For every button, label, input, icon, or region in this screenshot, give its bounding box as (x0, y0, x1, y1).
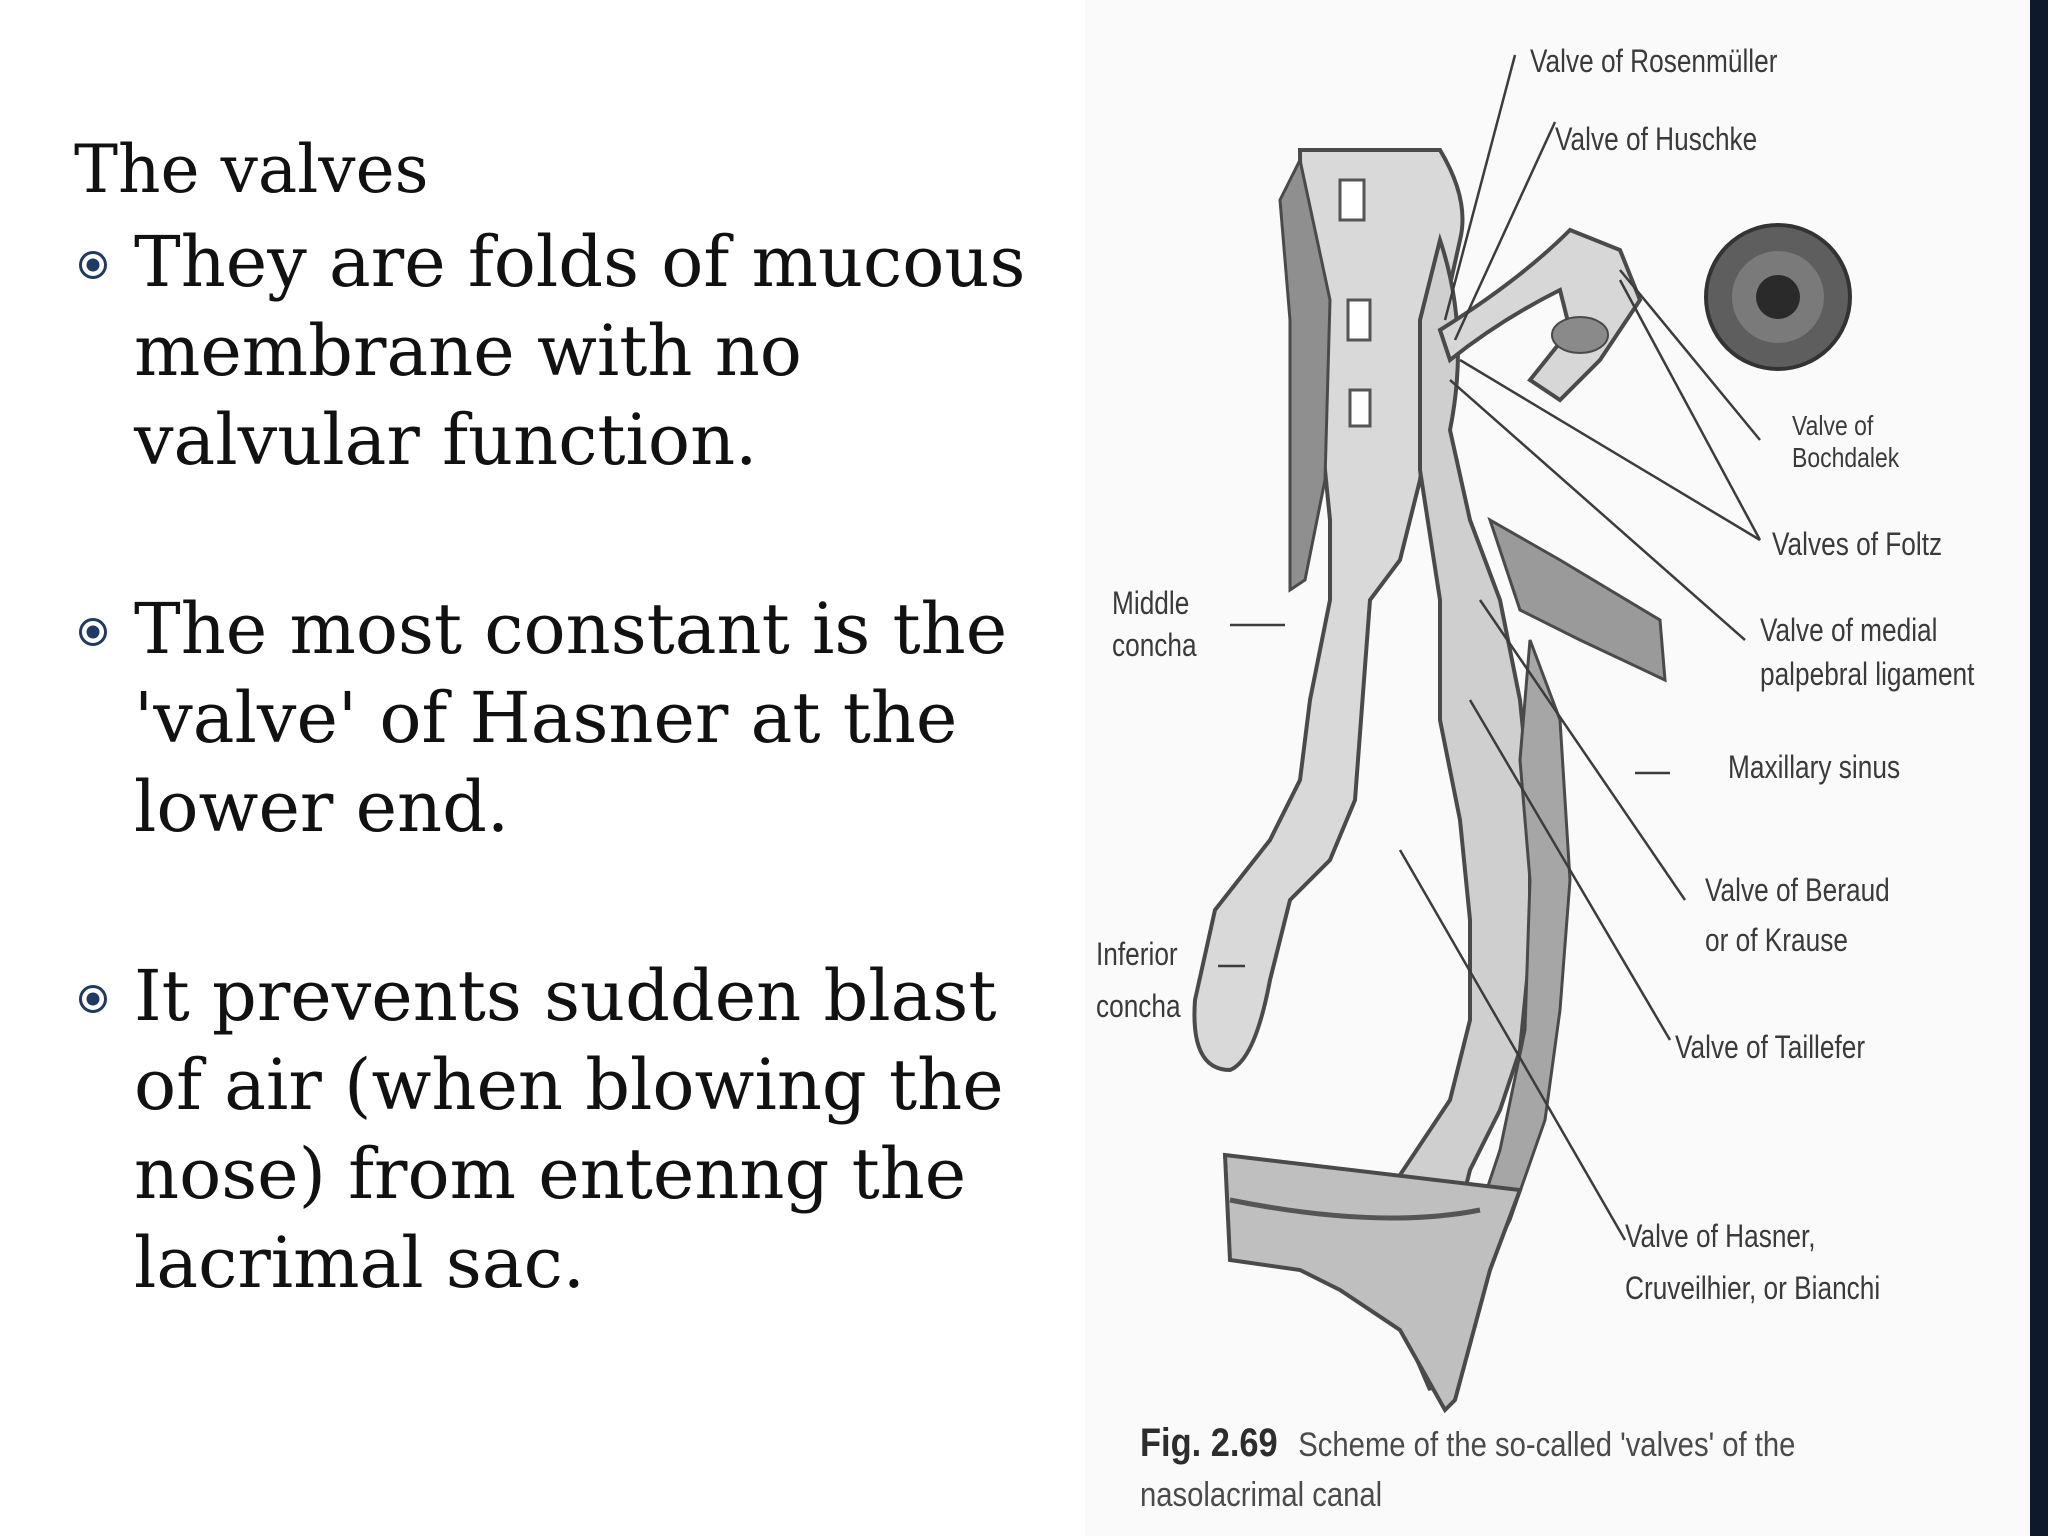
figure-caption (1140, 1418, 1845, 1520)
text-column (70, 130, 1070, 1408)
label-inferior-concha: Inferior concha (1096, 936, 1181, 1024)
label-foltz: Valves of Foltz (1772, 526, 1943, 562)
label-huschke: Valve of Huschke (1555, 121, 1758, 157)
figure-caption-text: Scheme of the so-called 'valves' of the nasolacrimal canal (1140, 1426, 1796, 1514)
label-rosenmuller: Valve of Rosenmüller (1530, 43, 1778, 79)
bullet-item (70, 218, 1070, 485)
slide-heading: The valves (74, 131, 429, 208)
target-bullet-icon (78, 984, 108, 1014)
label-bochdalek: Valve of Bochdalek (1792, 410, 1900, 473)
bullet-text: The most constant is the 'valve' of Hasner at the lower end. (134, 588, 1008, 848)
label-medial-palpebral: Valve of medial palpebral ligament (1760, 612, 1975, 692)
label-taillefer: Valve of Taillefer (1675, 1029, 1866, 1065)
bullet-item (70, 952, 1070, 1308)
label-beraud: Valve of Beraud or of Krause (1705, 872, 1890, 958)
bullet-text: They are folds of mucous membrane with no valvular function. (134, 221, 1026, 481)
label-middle-concha: Middle concha (1112, 585, 1197, 663)
slide-edge-bar (2030, 0, 2048, 1536)
target-bullet-icon (78, 617, 108, 647)
target-bullet-icon (78, 250, 108, 280)
figure-number: Fig. 2.69 (1140, 1421, 1278, 1465)
bullet-item (70, 585, 1070, 852)
label-hasner: Valve of Hasner, Cruveilhier, or Bianchi (1625, 1218, 1881, 1306)
bullet-text: It prevents sudden blast of air (when blowing the nose) from entenng the lacrimal sac. (134, 955, 1004, 1304)
label-maxillary-sinus: Maxillary sinus (1728, 749, 1901, 785)
